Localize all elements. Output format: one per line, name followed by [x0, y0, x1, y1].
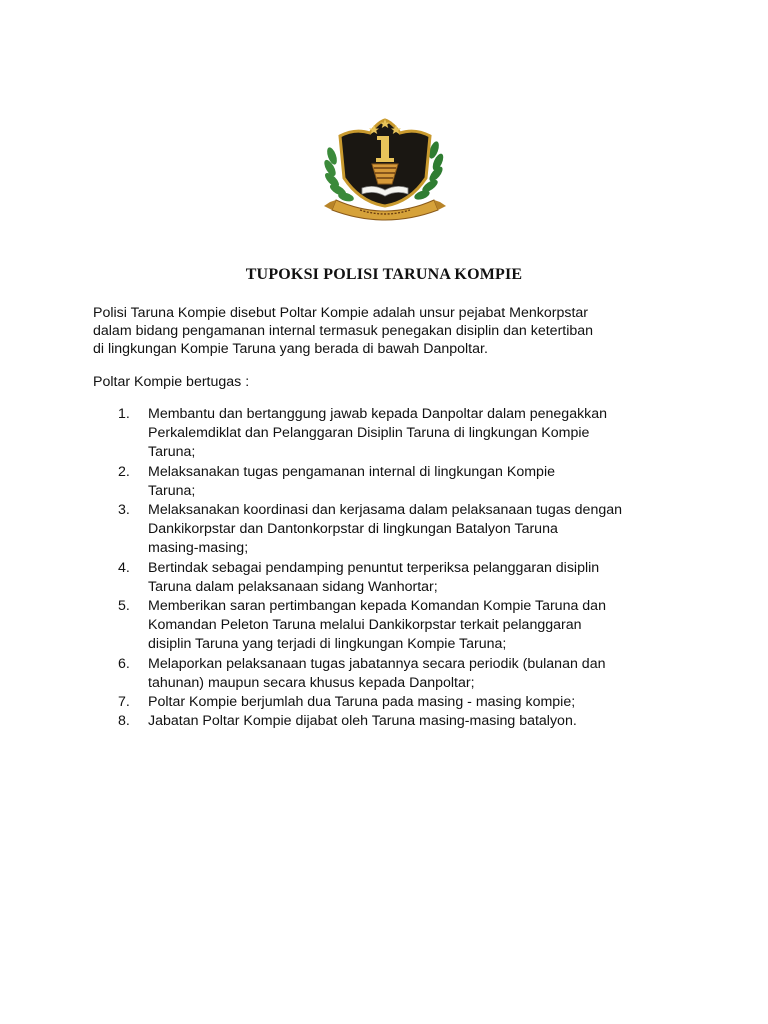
intro-paragraph [93, 304, 693, 358]
list-item-text: Melaksanakan koordinasi dan kerjasama dalam pelaksanaan tugas dengan Dankikorpstar dan Dantonkorpstar di lingkungan Batalyon Taruna masing-masing; [148, 502, 623, 557]
list-item-number: 1. [118, 406, 130, 422]
list-item [118, 559, 688, 597]
emblem-graphic [300, 106, 470, 226]
list-item-number: 3. [118, 502, 130, 519]
list-item [118, 597, 688, 655]
list-item-number: 7. [118, 694, 130, 711]
document-title: TUPOKSI POLISI TARUNA KOMPIE [245, 266, 523, 283]
list-item-number: 8. [118, 713, 130, 730]
duties-list [118, 405, 688, 731]
list-item [118, 693, 688, 712]
list-item-number: 4. [118, 559, 130, 576]
list-item-text: Melaksanakan tugas pengamanan internal di lingkungan Kompie Taruna; [148, 463, 555, 499]
list-item-number: 5. [118, 598, 130, 615]
list-item-number: 6. [118, 655, 130, 672]
intro-text: Polisi Taruna Kompie disebut Poltar Kompie adalah unsur pejabat Menkorpstar dalam bidang pengamanan internal termasuk penegakan disiplin dan ketertiban di lingkungan Kompie Taruna yang berada di bawah Danpoltar. [93, 305, 594, 357]
list-item-text: Poltar Kompie berjumlah dua Taruna pada masing - masing kompie; [148, 694, 576, 711]
duties-lead-text: Poltar Kompie bertugas : [93, 374, 250, 390]
list-item [118, 405, 688, 463]
list-item-text: Melaporkan pelaksanaan tugas jabatannya secara periodik (bulanan dan tahunan) maupun secara khusus kepada Danpoltar; [148, 655, 606, 691]
list-item-text: Jabatan Poltar Kompie dijabat oleh Taruna masing-masing batalyon. [148, 713, 577, 730]
list-item [118, 463, 688, 501]
duties-lead [93, 373, 693, 391]
list-item-text: Memberikan saran pertimbangan kepada Komandan Kompie Taruna dan Komandan Peleton Taruna melalui Dankikorpstar terkait pelanggaran disiplin Taruna yang terjadi di lingkungan Kompie Taruna; [148, 598, 606, 653]
list-item [118, 712, 688, 731]
emblem-logo [300, 106, 470, 226]
list-item-text: Membantu dan bertanggung jawab kepada Danpoltar dalam penegakkan Perkalemdiklat dan Pelanggaran Disiplin Taruna di lingkungan Kompie Taruna; [148, 406, 608, 461]
list-item-text: Bertindak sebagai pendamping penuntut terperiksa pelanggaran disiplin Taruna dalam pelaksanaan sidang Wanhortar; [148, 559, 600, 595]
list-item [118, 655, 688, 693]
list-item [118, 501, 688, 559]
list-item-number: 2. [118, 463, 130, 480]
